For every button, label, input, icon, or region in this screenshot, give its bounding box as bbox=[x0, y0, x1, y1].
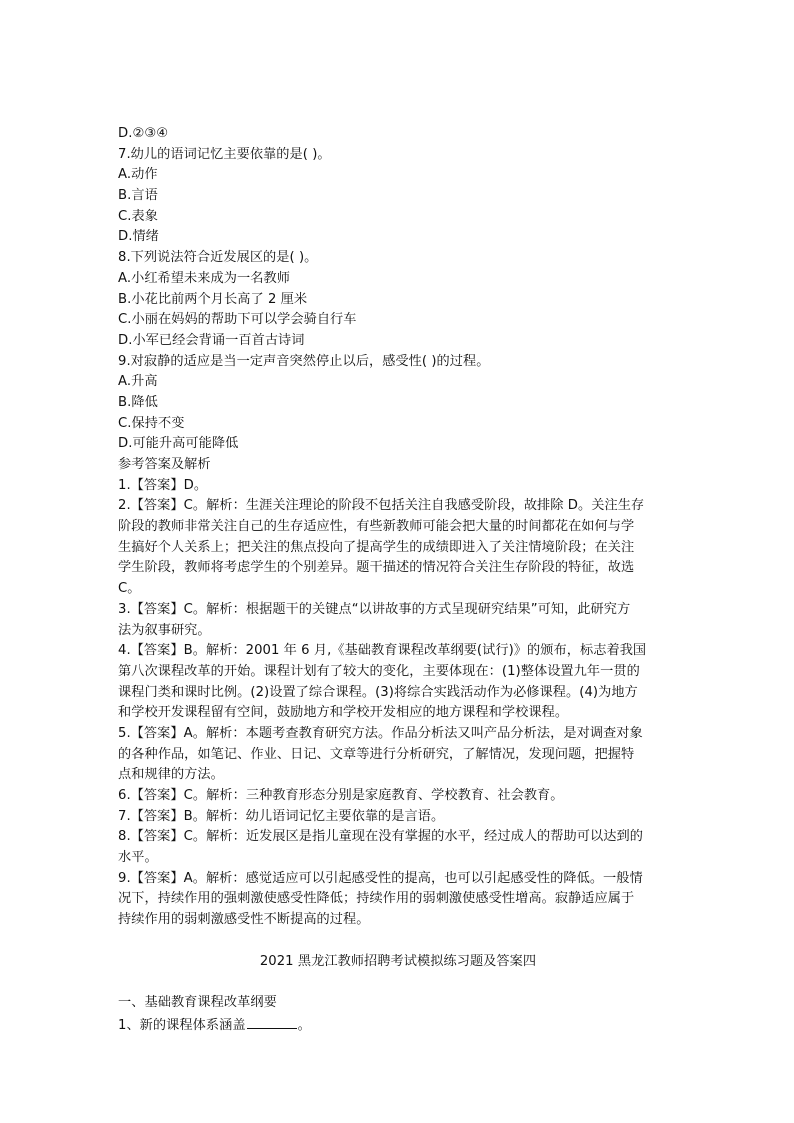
section-title: 2021 黑龙江教师招聘考试模拟练习题及答案四 bbox=[259, 953, 537, 969]
answers-heading: 参考答案及解析 bbox=[118, 457, 211, 472]
answer-line: 3.【答案】C。解析：根据题干的关键点“以讲故事的方式呈现研究结果”可知，此研究方 bbox=[118, 601, 631, 617]
q6-option-d: D.②③④ bbox=[118, 126, 169, 141]
q7-stem: 7.幼儿的语词记忆主要依靠的是( )。 bbox=[118, 146, 331, 162]
q1-prefix: 1、新的课程体系涵盖 bbox=[118, 1017, 246, 1033]
answer-line: 6.【答案】C。解析：三种教育形态分别是家庭教育、学校教育、社会教育。 bbox=[118, 788, 564, 803]
answer-line: 7.【答案】B。解析：幼儿语词记忆主要依靠的是言语。 bbox=[118, 808, 445, 824]
document-page bbox=[118, 124, 678, 1034]
answers-block bbox=[118, 476, 678, 931]
q7-option-b: B.言语 bbox=[118, 188, 158, 204]
answer-line: 第八次课程改革的开始。课程计划有了较大的变化，主要体现在：(1)整体设置九年一贯的 bbox=[118, 663, 640, 679]
q8-option-c: C.小丽在妈妈的帮助下可以学会骑自行车 bbox=[118, 312, 357, 328]
answer-line: 阶段的教师非常关注自己的生存适应性，有些新教师可能会把大量的时间都花在如何与学 bbox=[118, 519, 635, 535]
q9-option-a: A.升高 bbox=[118, 374, 158, 390]
q8-option-d: D.小军已经会背诵一百首古诗词 bbox=[118, 332, 305, 348]
q9-option-b: B.降低 bbox=[118, 394, 158, 410]
q7-option-c: C.表象 bbox=[118, 208, 158, 224]
answer-blank bbox=[247, 1014, 297, 1029]
answer-line: C。 bbox=[118, 581, 141, 597]
answer-line: 点和规律的方法。 bbox=[118, 767, 224, 783]
q8-option-b: B.小花比前两个月长高了 2 厘米 bbox=[118, 291, 308, 307]
answer-line: 生搞好个人关系上；把关注的焦点投向了提高学生的成绩即进入了关注情境阶段；在关注 bbox=[118, 539, 635, 555]
answer-line: 1.【答案】D。 bbox=[118, 477, 208, 493]
q7-option-d: D.情绪 bbox=[118, 229, 159, 245]
q8-stem: 8.下列说法符合近发展区的是( )。 bbox=[118, 250, 318, 266]
answer-line: 9.【答案】A。解析：感觉适应可以引起感受性的提高，也可以引起感受性的降低。一般情 bbox=[118, 870, 643, 886]
answer-line: 2.【答案】C。解析：生涯关注理论的阶段不包括关注自我感受阶段，故排除 D。关注生存 bbox=[118, 498, 645, 514]
answer-line: 持续作用的弱刺激感受性不断提高的过程。 bbox=[118, 912, 370, 928]
q8-option-a: A.小红希望未来成为一名教师 bbox=[118, 270, 290, 286]
q7-option-a: A.动作 bbox=[118, 167, 158, 183]
q9-stem: 9.对寂静的适应是当一定声音突然停止以后，感受性( )的过程。 bbox=[118, 353, 490, 369]
answer-line: 5.【答案】A。解析：本题考查教育研究方法。作品分析法又叫产品分析法，是对调查对象 bbox=[118, 725, 643, 741]
fill-in-question-1 bbox=[118, 1014, 678, 1035]
q1-suffix: 。 bbox=[297, 1017, 311, 1033]
part-heading: 一、基础教育课程改革纲要 bbox=[118, 994, 277, 1010]
answer-line: 水平。 bbox=[118, 850, 158, 866]
q9-option-d: D.可能升高可能降低 bbox=[118, 436, 239, 452]
answer-line: 学生阶段，教师将考虑学生的个别差异。题干描述的情况符合关注生存阶段的特征，故选 bbox=[118, 560, 635, 576]
answer-line: 和学校开发课程留有空间，鼓励地方和学校开发相应的地方课程和学校课程。 bbox=[118, 705, 569, 721]
answer-line: 况下，持续作用的强刺激使感受性降低；持续作用的弱刺激使感受性增高。寂静适应属于 bbox=[118, 891, 635, 907]
answer-line: 的各种作品，如笔记、作业、日记、文章等进行分析研究，了解情况，发现问题，把握特 bbox=[118, 746, 635, 762]
answer-line: 课程门类和课时比例。(2)设置了综合课程。(3)将综合实践活动作为必修课程。(4)为地方 bbox=[118, 684, 638, 700]
answer-line: 法为叙事研究。 bbox=[118, 622, 211, 638]
answer-line: 8.【答案】C。解析：近发展区是指儿童现在没有掌握的水平，经过成人的帮助可以达到的 bbox=[118, 829, 643, 845]
q9-option-c: C.保持不变 bbox=[118, 415, 185, 431]
answer-line: 4.【答案】B。解析：2001 年 6 月,《基础教育课程改革纲要(试行)》的颁布，标志着我国 bbox=[118, 643, 647, 659]
